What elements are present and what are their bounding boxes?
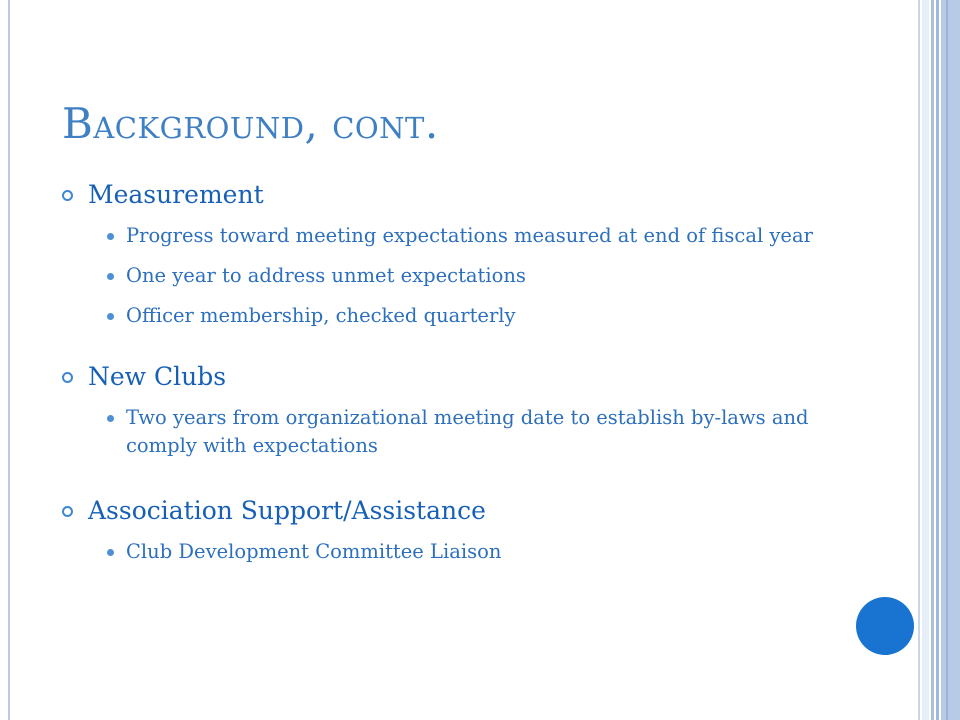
dot-bullet-icon (107, 313, 114, 320)
right-stripe (941, 0, 960, 720)
section-measurement (62, 178, 842, 330)
right-stripe (936, 0, 939, 720)
section-heading: Measurement (62, 178, 842, 212)
right-stripe (918, 0, 920, 720)
ring-bullet-icon (62, 506, 73, 517)
section-heading: New Clubs (62, 360, 842, 394)
section-association-support (62, 494, 842, 566)
ring-bullet-icon (62, 372, 73, 383)
dot-bullet-icon (107, 233, 114, 240)
dot-bullet-icon (107, 549, 114, 556)
right-stripe (946, 0, 948, 720)
slide-content (62, 170, 842, 566)
bullet-item: Progress toward meeting expectations measured at end of fiscal year (62, 222, 842, 250)
slide-title: Background, cont. (62, 99, 439, 148)
right-stripe (931, 0, 934, 720)
left-frame-line (8, 0, 10, 720)
dot-bullet-icon (107, 273, 114, 280)
decorative-circle (856, 597, 914, 655)
section-heading: Association Support/Assistance (62, 494, 842, 528)
bullet-item: Two years from organizational meeting date to establish by-laws and comply with expectations (62, 404, 842, 460)
section-new-clubs (62, 360, 842, 460)
bullet-item: Officer membership, checked quarterly (62, 302, 842, 330)
dot-bullet-icon (107, 415, 114, 422)
right-stripe (922, 0, 929, 720)
bullet-item: Club Development Committee Liaison (62, 538, 842, 566)
ring-bullet-icon (62, 190, 73, 201)
bullet-item: One year to address unmet expectations (62, 262, 842, 290)
